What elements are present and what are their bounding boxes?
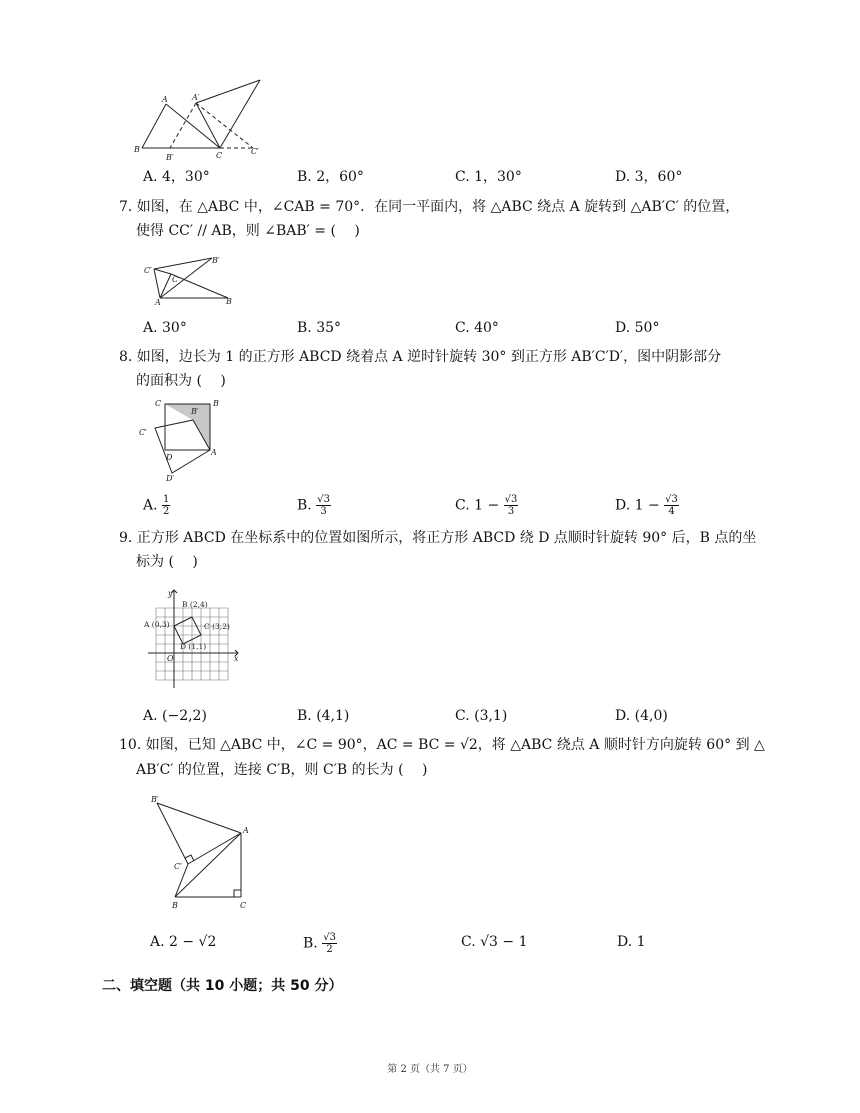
q8-text-line2: 的面积为 ( )	[136, 373, 226, 389]
q10-label-b: B	[172, 901, 178, 910]
q10-option-a[interactable]: A. 2 − √2	[150, 934, 217, 950]
q8-label-d: D	[166, 453, 173, 462]
q10-option-c[interactable]: C. √3 − 1	[461, 934, 528, 950]
q9-text-line2: 标为 ( )	[136, 554, 198, 570]
q7-label-a: A	[155, 298, 161, 307]
q9-figure	[140, 586, 245, 696]
q9-label-b: B (2,4)	[182, 600, 208, 609]
q6-label-a: A	[162, 95, 168, 104]
q7-text-line1: 7. 如图，在 △ABC 中，∠CAB = 70°．在同一平面内，将 △ABC 绕点 A 旋转到 △AB′C′ 的位置，	[119, 199, 740, 215]
q8-option-c[interactable]: C. 1 − $\frac{√3}{3}$	[455, 494, 518, 517]
q10-label-c: C	[240, 901, 247, 910]
q9-label-c: C (3,2)	[204, 622, 230, 631]
q10-option-b[interactable]: B. $\frac{√3}{2}$	[303, 932, 336, 955]
q8-text-line1: 8. 如图，边长为 1 的正方形 ABCD 绕着点 A 逆时针旋转 30° 到正方形 AB′C′D′，图中阴影部分	[119, 349, 722, 365]
q9-label-o: O	[167, 654, 174, 663]
q8-option-a[interactable]: A. $\frac{1}{2}$	[143, 494, 170, 517]
q8-label-a: A	[211, 448, 217, 457]
q9-option-c[interactable]: C. (3,1)	[455, 708, 508, 724]
q6-label-b-prime: B′	[166, 153, 174, 162]
q9-option-a[interactable]: A. (−2,2)	[143, 708, 207, 724]
q8-label-b: B	[213, 399, 219, 408]
q6-option-c[interactable]: C. 1，30°	[455, 169, 522, 185]
q7-option-c[interactable]: C. 40°	[455, 320, 499, 336]
q7-label-c-prime: C′	[144, 266, 152, 275]
q9-label-x: x	[234, 654, 239, 663]
q10-label-b-prime: B′	[151, 795, 159, 804]
q8-label-b-prime: B′	[191, 407, 199, 416]
q7-label-c: C	[172, 275, 179, 284]
q7-option-a[interactable]: A. 30°	[143, 320, 187, 336]
q8-figure	[135, 395, 230, 487]
q6-option-a[interactable]: A. 4，30°	[143, 169, 210, 185]
q10-figure	[145, 793, 260, 915]
q9-option-d[interactable]: D. (4,0)	[615, 708, 668, 724]
q8-label-c: C	[155, 399, 162, 408]
q9-label-a: A (0,3)	[144, 620, 170, 629]
section-2-title: 二、填空题（共 10 小题；共 50 分）	[102, 978, 343, 994]
q9-option-b[interactable]: B. (4,1)	[297, 708, 350, 724]
q10-label-a: A	[243, 826, 249, 835]
q8-label-c-prime: C′	[139, 428, 147, 437]
q6-label-c-prime: C′	[251, 147, 259, 156]
q6-label-b: B	[134, 145, 140, 154]
q9-label-y: y	[168, 589, 173, 598]
q8-option-b[interactable]: B. $\frac{√3}{3}$	[297, 494, 330, 517]
q7-figure	[140, 252, 240, 308]
q9-label-d: D (1,1)	[180, 642, 207, 651]
q8-shaded-region	[165, 404, 210, 450]
q6-label-a-prime: A′	[192, 93, 200, 102]
q6-option-d[interactable]: D. 3，60°	[615, 169, 683, 185]
q10-label-c-prime: C′	[174, 862, 182, 871]
q9-text-line1: 9. 正方形 ABCD 在坐标系中的位置如图所示，将正方形 ABCD 绕 D 点顺时针旋转 90° 后，B 点的坐	[119, 530, 757, 546]
q7-text-line2: 使得 CC′ // AB，则 ∠BAB′ = ( )	[136, 223, 360, 239]
q10-option-d[interactable]: D. 1	[617, 934, 646, 950]
q7-option-b[interactable]: B. 35°	[297, 320, 342, 336]
q8-option-d[interactable]: D. 1 − $\frac{√3}{4}$	[615, 494, 678, 517]
q10-text-line1: 10. 如图，已知 △ABC 中，∠C = 90°，AC = BC = √2，将 △ABC 绕点 A 顺时针方向旋转 60° 到 △	[119, 737, 765, 753]
q7-label-b: B	[226, 297, 232, 306]
q7-option-d[interactable]: D. 50°	[615, 320, 660, 336]
q6-label-c: C	[216, 151, 223, 160]
q7-label-b-prime: B′	[212, 256, 220, 265]
q6-option-b[interactable]: B. 2，60°	[297, 169, 364, 185]
page-footer: 第 2 页（共 7 页）	[387, 1064, 473, 1075]
q6-figure	[130, 76, 270, 166]
q8-label-d-prime: D′	[166, 474, 175, 483]
q10-text-line2: AB′C′ 的位置，连接 C′B，则 C′B 的长为 ( )	[136, 762, 428, 778]
